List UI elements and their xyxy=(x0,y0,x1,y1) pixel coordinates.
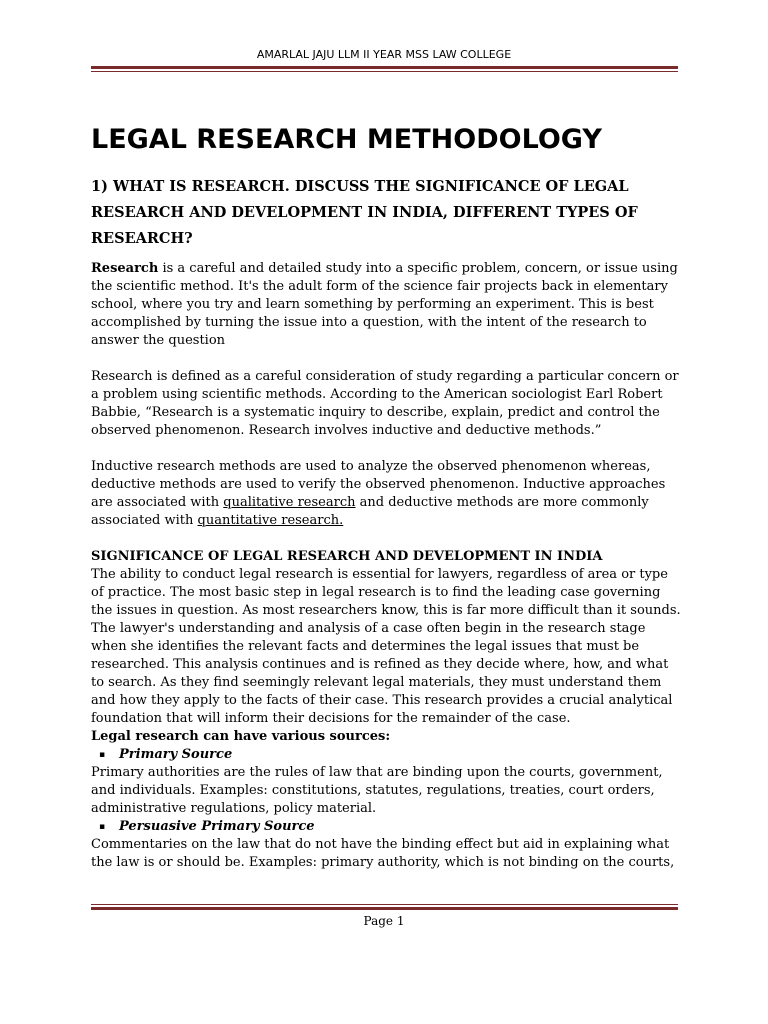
qualitative-research-link[interactable]: qualitative research xyxy=(223,495,356,510)
paragraph-research-definition xyxy=(91,260,681,350)
persuasive-source-text: Commentaries on the law that do not have the binding effect but aid in explaining what the law is or should be. Examples: primary authority, which is not binding on the courts, xyxy=(91,837,675,870)
research-definition-text: is a careful and detailed study into a specific problem, concern, or issue using the scientific method. It's the adult form of the science fair projects back in elementary school, where you try and learn something by performing an experiment. This is best accomplished by turning the issue into a question, with the intent of the research to answer the question xyxy=(91,261,678,348)
significance-heading: SIGNIFICANCE OF LEGAL RESEARCH AND DEVELOPMENT IN INDIA xyxy=(91,549,603,564)
header-rule-thick xyxy=(91,66,678,69)
quantitative-research-link[interactable]: quantitative research. xyxy=(197,513,344,528)
paragraph-inductive-deductive xyxy=(91,458,681,530)
page-number: Page 1 xyxy=(363,914,405,928)
paragraph-babbie-quote: Research is defined as a careful consideration of study regarding a particular concern or a problem using scientific methods. According to the American sociologist Earl Robert Babbie, “Research is a systematic inquiry to describe, explain, predict and control the observed phenomenon. Research involves inductive and deductive methods.” xyxy=(91,369,679,438)
footer-rule xyxy=(91,904,678,910)
inductive-text-2: and deductive methods are more commonly associated with xyxy=(91,495,649,528)
bullet-primary-source xyxy=(91,746,681,764)
significance-paragraph-2: The lawyer's understanding and analysis of a case often begin in the research stage when she identifies the relevant facts and determines the legal issues that must be researched. This analysis continues and is refined as they decide where, how, and what to search. As they find seemingly relevant legal materials, they must understand them and how they apply to the facts of their case. This research provides a crucial analytical foundation that will inform their decisions for the remainder of the case. xyxy=(91,621,673,726)
primary-source-label: Primary Source xyxy=(119,747,233,762)
significance-paragraph-1: The ability to conduct legal research is essential for lawyers, regardless of area or type of practice. The most basic step in legal research is to find the leading case governing the issues in question. As most researchers know, this is far more difficult than it sounds. xyxy=(91,567,681,618)
document-body xyxy=(91,118,681,872)
primary-source-text: Primary authorities are the rules of law that are binding upon the courts, government, and individuals. Examples: constitutions, statutes, regulations, treaties, court orders, administrative regulations, policy material. xyxy=(91,765,663,816)
header-rule xyxy=(91,66,678,72)
bullet-persuasive-source xyxy=(91,818,681,836)
persuasive-source-label: Persuasive Primary Source xyxy=(119,819,315,834)
bullet-square-icon: ▪ xyxy=(99,822,106,832)
bullet-square-icon: ▪ xyxy=(99,750,106,760)
running-header: AMARLAL JAJU LLM II YEAR MSS LAW COLLEGE xyxy=(256,48,512,61)
sources-heading: Legal research can have various sources: xyxy=(91,729,391,744)
document-title: LEGAL RESEARCH METHODOLOGY xyxy=(91,124,602,155)
footer-rule-thin xyxy=(91,904,678,905)
footer-rule-thick xyxy=(91,907,678,910)
header-rule-thin xyxy=(91,71,678,72)
research-term: Research xyxy=(91,261,159,276)
question-heading: 1) WHAT IS RESEARCH. DISCUSS THE SIGNIFICANCE OF LEGAL RESEARCH AND DEVELOPMENT IN INDIA, DIFFERENT TYPES OF RESEARCH? xyxy=(91,178,638,247)
inductive-text-1: Inductive research methods are used to analyze the observed phenomenon whereas, deductive methods are used to verify the observed phenomenon. Inductive approaches are associated with xyxy=(91,459,666,510)
